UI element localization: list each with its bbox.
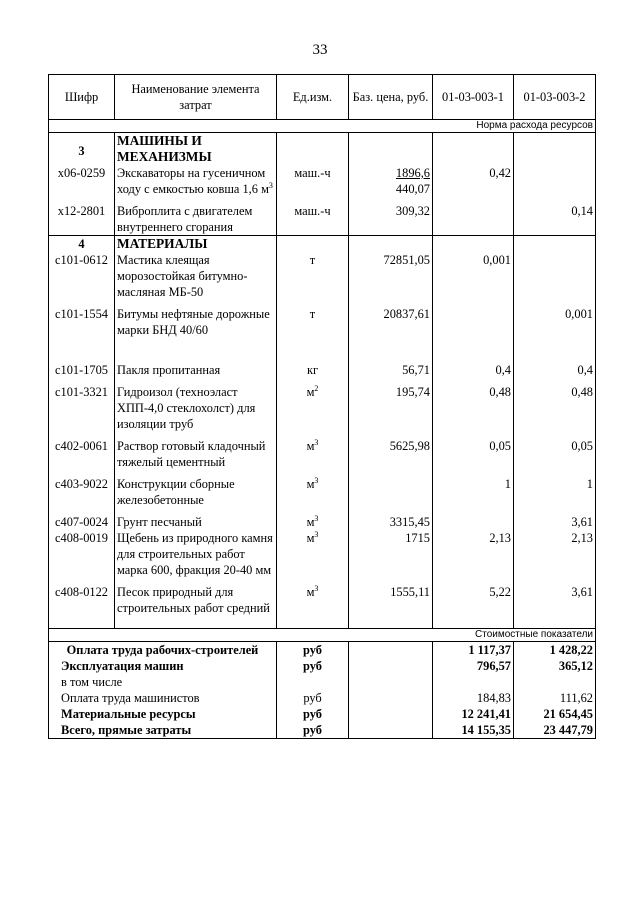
header-unit: Ед.изм. — [277, 75, 349, 120]
section-number: 3 — [49, 133, 115, 166]
cost-value-1: 184,83 — [433, 690, 514, 706]
section-number: 4 — [49, 236, 115, 253]
table-row — [49, 476, 596, 508]
cost-unit: руб — [277, 658, 349, 690]
resource-unit: $м^2$ — [277, 384, 349, 432]
resource-price: 72851,05 — [349, 252, 433, 300]
resource-name: Щебень из природного камня для строительных работ марка 600, фракция 20-40 мм — [115, 530, 277, 578]
resource-code: с408-0122 — [49, 584, 115, 616]
norm-value-1 — [433, 514, 514, 530]
cost-unit: руб — [277, 690, 349, 706]
cost-unit: руб — [277, 706, 349, 722]
resource-code: с101-1705 — [49, 362, 115, 378]
cost-value-1: 1 117,37 — [433, 642, 514, 659]
norm-value-2: 1 — [514, 476, 596, 508]
resource-price: 5625,98 — [349, 438, 433, 470]
resource-price: 309,32 — [349, 203, 433, 236]
table-row — [49, 438, 596, 470]
resource-name: Конструкции сборные железобетонные — [115, 476, 277, 508]
cost-value-2: 23 447,79 — [514, 722, 596, 739]
resource-code: с101-3321 — [49, 384, 115, 432]
norm-value-1: 0,4 — [433, 362, 514, 378]
norm-value-2: 0,14 — [514, 203, 596, 236]
resource-price — [349, 476, 433, 508]
table-row — [49, 203, 596, 236]
resource-code: х06-0259 — [49, 165, 115, 197]
band-row-cost-indicators — [49, 629, 596, 642]
resource-name: Экскаваторы на гусеничном ходу с емкостью ковша 1,6 $м^3$ — [115, 165, 277, 197]
cost-value-1: 796,57 — [433, 658, 514, 690]
resource-unit: маш.-ч — [277, 203, 349, 236]
cost-label: Оплата труда рабочих-строителей — [49, 642, 277, 659]
cost-label: Оплата труда машинистов — [49, 690, 277, 706]
cost-value-2: 365,12 — [514, 658, 596, 690]
section-row-materials — [49, 236, 596, 253]
table-row — [49, 514, 596, 530]
norm-value-1: 0,001 — [433, 252, 514, 300]
table-row — [49, 384, 596, 432]
band-cost-indicators: Стоимостные показатели — [49, 629, 596, 642]
norm-value-2: 3,61 — [514, 584, 596, 616]
cost-row — [49, 706, 596, 722]
resource-name: Пакля пропитанная — [115, 362, 277, 378]
cost-unit: руб — [277, 722, 349, 739]
header-norm-1: 01-03-003-1 — [433, 75, 514, 120]
cost-unit: руб — [277, 642, 349, 659]
resource-unit: $м^3$ — [277, 584, 349, 616]
header-norm-2: 01-03-003-2 — [514, 75, 596, 120]
norm-value-2: 3,61 — [514, 514, 596, 530]
table-row — [49, 252, 596, 300]
cost-row — [49, 658, 596, 690]
norm-value-1: 0,42 — [433, 165, 514, 197]
header-code: Шифр — [49, 75, 115, 120]
table-row — [49, 165, 596, 197]
band-resource-norms: Норма расхода ресурсов — [49, 120, 596, 133]
resource-price: 1555,11 — [349, 584, 433, 616]
norm-value-2: 0,05 — [514, 438, 596, 470]
resource-name: Гидроизол (техноэласт ХПП-4,0 стеклохолст) для изоляции труб — [115, 384, 277, 432]
resource-unit: $м^3$ — [277, 476, 349, 508]
resource-unit: кг — [277, 362, 349, 378]
cost-sublabel: в том числе — [61, 675, 123, 689]
section-title: МАТЕРИАЛЫ — [115, 236, 277, 253]
cost-label: Эксплуатация машин — [61, 659, 184, 673]
resource-code: с101-1554 — [49, 306, 115, 338]
cost-value-1: 14 155,35 — [433, 722, 514, 739]
resource-price: 1715 — [349, 530, 433, 578]
norm-value-1: 2,13 — [433, 530, 514, 578]
cost-row — [49, 690, 596, 706]
cost-label: Всего, прямые затраты — [49, 722, 277, 739]
resource-code: с101-0612 — [49, 252, 115, 300]
header-name: Наименование элемента затрат — [115, 75, 277, 120]
header-price: Баз. цена, руб. — [349, 75, 433, 120]
resource-code: х12-2801 — [49, 203, 115, 236]
table-row — [49, 306, 596, 338]
resource-name: Мастика клеящая морозостойкая битумно-масляная МБ-50 — [115, 252, 277, 300]
cost-value-2: 1 428,22 — [514, 642, 596, 659]
resource-unit: т — [277, 306, 349, 338]
section-title: МАШИНЫ И МЕХАНИЗМЫ — [115, 133, 277, 166]
resource-unit: $м^3$ — [277, 514, 349, 530]
table-row — [49, 530, 596, 578]
norm-value-2 — [514, 252, 596, 300]
band-row-resource-norms — [49, 120, 596, 133]
cost-label: Материальные ресурсы — [49, 706, 277, 722]
norm-value-1 — [433, 306, 514, 338]
resource-price: 56,71 — [349, 362, 433, 378]
norm-value-2: 0,48 — [514, 384, 596, 432]
resource-unit: $м^3$ — [277, 438, 349, 470]
norm-value-1: 0,05 — [433, 438, 514, 470]
norm-value-2: 0,001 — [514, 306, 596, 338]
resource-unit: маш.-ч — [277, 165, 349, 197]
resource-unit: т — [277, 252, 349, 300]
resource-name: Виброплита с двигателем внутреннего сгорания — [115, 203, 277, 236]
cost-value-2: 21 654,45 — [514, 706, 596, 722]
cost-row — [49, 642, 596, 659]
resource-name: Грунт песчаный — [115, 514, 277, 530]
norm-value-1: 5,22 — [433, 584, 514, 616]
norm-value-1: 1 — [433, 476, 514, 508]
resource-code: с403-9022 — [49, 476, 115, 508]
header-row — [49, 75, 596, 120]
resource-price: 3315,45 — [349, 514, 433, 530]
estimate-table — [48, 74, 596, 739]
resource-unit: $м^3$ — [277, 530, 349, 578]
resource-code: с408-0019 — [49, 530, 115, 578]
resource-name: Песок природный для строительных работ средний — [115, 584, 277, 616]
resource-name: Раствор готовый кладочный тяжелый цементный — [115, 438, 277, 470]
section-row-machines — [49, 133, 596, 166]
resource-price: 1896,6 — [395, 166, 430, 180]
norm-value-2 — [514, 165, 596, 197]
resource-price: 195,74 — [349, 384, 433, 432]
table-row — [49, 584, 596, 616]
resource-name: Битумы нефтяные дорожные марки БНД 40/60 — [115, 306, 277, 338]
cost-value-2: 111,62 — [514, 690, 596, 706]
cost-value-1: 12 241,41 — [433, 706, 514, 722]
resource-code: с402-0061 — [49, 438, 115, 470]
page-number: 33 — [312, 42, 328, 58]
table-row — [49, 362, 596, 378]
norm-value-1 — [433, 203, 514, 236]
resource-code: с407-0024 — [49, 514, 115, 530]
cost-row — [49, 722, 596, 739]
norm-value-2: 0,4 — [514, 362, 596, 378]
resource-price: 20837,61 — [349, 306, 433, 338]
norm-value-1: 0,48 — [433, 384, 514, 432]
resource-price-secondary: 440,07 — [395, 182, 430, 196]
norm-value-2: 2,13 — [514, 530, 596, 578]
